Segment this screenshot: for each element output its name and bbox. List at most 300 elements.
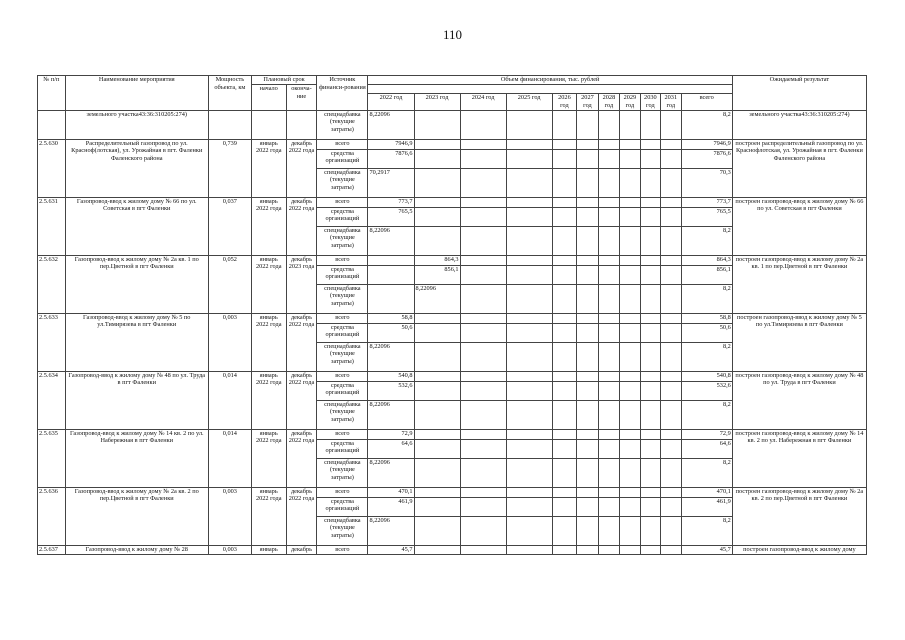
header-year: 2023 год (414, 93, 460, 110)
row-year-empty (414, 487, 460, 497)
row-year-empty (661, 207, 681, 226)
row-year-empty (577, 429, 598, 439)
row-year-empty (620, 313, 640, 323)
row-total: 470,1 (681, 487, 732, 497)
row-result: построен газопровод-ввод к жилому дому № 5 по ул.Тимирязева в пгт Фаленки (732, 313, 866, 371)
row-year-empty (640, 168, 660, 197)
row-year-empty (577, 313, 598, 323)
row-num: 2.5.636 (38, 487, 66, 545)
row-year-value: 7946,9 (368, 139, 414, 149)
header-volume: Объем финансирования, тыс. рублей (368, 76, 732, 85)
row-year-empty (552, 323, 577, 342)
row-start: январь 2022 года (251, 313, 286, 371)
row-year-empty (552, 207, 577, 226)
row-year-empty (640, 226, 660, 255)
row-year-empty (640, 545, 660, 554)
header-year: 2029 год (620, 93, 640, 110)
row-year-empty (414, 458, 460, 487)
row-year-empty (414, 545, 460, 554)
row-year-empty (620, 149, 640, 168)
row-source: всего (317, 545, 368, 554)
row-year-empty (577, 207, 598, 226)
row-year-empty (640, 139, 660, 149)
row-capacity: 0,014 (208, 371, 251, 429)
row-total: 45,7 (681, 545, 732, 554)
row-year-empty (552, 516, 577, 545)
row-year-empty (620, 381, 640, 400)
row-source: средства организаций (317, 439, 368, 458)
row-year-empty (620, 197, 640, 207)
row-year-empty (661, 323, 681, 342)
row-source: средства организаций (317, 149, 368, 168)
row-year-empty (414, 342, 460, 371)
row-year-empty (577, 381, 598, 400)
row-year-empty (640, 255, 660, 265)
row-year-empty (661, 545, 681, 554)
row-name: Газопровод-ввод к жилому дому № 48 по ул. Труда в пгт Фаленки (65, 371, 208, 429)
row-year-empty (640, 487, 660, 497)
table-row (38, 371, 867, 381)
row-year-empty (577, 497, 598, 516)
row-year-empty (577, 342, 598, 371)
row-year-empty (460, 342, 506, 371)
table-row (38, 255, 867, 265)
table-row-last (38, 545, 867, 554)
row-year-empty (640, 400, 660, 429)
row-year-empty (577, 323, 598, 342)
financing-table (37, 75, 867, 555)
row-year-empty (598, 400, 619, 429)
row-source: спецнадбавка (текущие затраты) (317, 458, 368, 487)
row-year-empty (640, 323, 660, 342)
row-year-empty (598, 323, 619, 342)
row-year-empty (552, 149, 577, 168)
row-year-empty (598, 284, 619, 313)
row-year-empty (661, 226, 681, 255)
row-year-empty (661, 371, 681, 381)
row-year-empty (598, 439, 619, 458)
row-capacity: 0,037 (208, 197, 251, 255)
row-year-empty (368, 265, 414, 284)
header-capacity: Мощность объекта, км (208, 76, 251, 111)
row-source: средства организаций (317, 265, 368, 284)
row-name: Газопровод-ввод к жилому дому № 28 (65, 545, 208, 554)
row-source: спецнадбавка (текущие затраты) (317, 284, 368, 313)
header-total: всего (681, 93, 732, 110)
header-year: 2026 год (552, 93, 577, 110)
row-source: всего (317, 255, 368, 265)
row-year-empty (640, 497, 660, 516)
row-year-empty (552, 342, 577, 371)
row-start: январь 2022 года (251, 255, 286, 313)
row-year-empty (598, 313, 619, 323)
row-name: Распределительный газопровод по ул. Красноф(лотская), ул. Урожайная в пгт. Фаленки Фаленского района (65, 139, 208, 197)
row-year-empty (620, 139, 640, 149)
row-year-empty (620, 255, 640, 265)
row-year-value: 50,6 (368, 323, 414, 342)
header-source: Источник финанси-рования (317, 76, 368, 111)
row-end: декабрь 2022 года (286, 139, 317, 197)
row-result: построен газопровод-ввод к жилому дому (732, 545, 866, 554)
row-year-empty (577, 284, 598, 313)
row-year-empty (506, 439, 552, 458)
row-year-empty (460, 458, 506, 487)
row-name: Газопровод-ввод к жилому дому № 66 по ул. Советская в пгт Фаленки (65, 197, 208, 255)
row-year-empty (460, 149, 506, 168)
row-year-empty (552, 371, 577, 381)
row-year-value: 8,22096 (368, 226, 414, 255)
row-year-empty (598, 255, 619, 265)
row-year-empty (577, 265, 598, 284)
row-capacity: 0,014 (208, 429, 251, 487)
header-result: Ожидаемый результат (732, 76, 866, 111)
row-year-empty (506, 342, 552, 371)
row-year-empty (661, 487, 681, 497)
row-source: средства организаций (317, 207, 368, 226)
row-year-empty (620, 400, 640, 429)
row-year-empty (640, 371, 660, 381)
table-row (38, 313, 867, 323)
row-total: 532,6 (681, 381, 732, 400)
row-source: средства организаций (317, 497, 368, 516)
row-year-empty (552, 265, 577, 284)
row-year-empty (577, 226, 598, 255)
row-year-empty (552, 139, 577, 149)
row-start: январь 2022 года (251, 139, 286, 197)
row-total: 8,2 (681, 284, 732, 313)
row-total: 8,2 (681, 342, 732, 371)
row-year-value: 773,7 (368, 197, 414, 207)
row-year-empty (414, 149, 460, 168)
row-year-empty (414, 429, 460, 439)
row-year-empty (552, 458, 577, 487)
row-num: 2.5.635 (38, 429, 66, 487)
row-year-empty (620, 168, 640, 197)
row-year-empty (620, 429, 640, 439)
row-year-empty (620, 458, 640, 487)
row-capacity: 0,003 (208, 545, 251, 554)
header-name: Наименование мероприятия (65, 76, 208, 111)
row-year-value: 70,2917 (368, 168, 414, 197)
row-year-value: 64,6 (368, 439, 414, 458)
row-year-empty (460, 429, 506, 439)
row-capacity: 0,739 (208, 139, 251, 197)
row-year-value: 540,8 (368, 371, 414, 381)
header-year: 2028 год (598, 93, 619, 110)
row-total: 72,9 (681, 429, 732, 439)
row-year-empty (661, 284, 681, 313)
row-year-empty (414, 497, 460, 516)
header-year: 2027 год (577, 93, 598, 110)
row-year-empty (552, 487, 577, 497)
row-year-empty (552, 168, 577, 197)
carryover-result: земельного участка43:36:310205:274) (732, 110, 866, 139)
row-total: 58,8 (681, 313, 732, 323)
header-year: 2022 год (368, 93, 414, 110)
row-year-empty (640, 197, 660, 207)
row-year-empty (460, 139, 506, 149)
row-year-empty (460, 226, 506, 255)
header-start: начало (251, 84, 286, 110)
row-year-empty (460, 487, 506, 497)
row-year-empty (640, 458, 660, 487)
row-year-empty (661, 497, 681, 516)
row-year-empty (577, 400, 598, 429)
row-year-empty (598, 226, 619, 255)
row-year-empty (506, 255, 552, 265)
row-source: всего (317, 429, 368, 439)
row-name: Газопровод-ввод к жилому дому № 2а кв. 1 по пер.Цветной в пгт Фаленки (65, 255, 208, 313)
row-year-empty (661, 400, 681, 429)
row-year-empty (577, 439, 598, 458)
row-source: спецнадбавка (текущие затраты) (317, 516, 368, 545)
header-year: 2031 год (661, 93, 681, 110)
row-year-empty (598, 497, 619, 516)
row-year-empty (640, 149, 660, 168)
row-year-empty (661, 516, 681, 545)
row-year-empty (414, 371, 460, 381)
header-year: 2025 год (506, 93, 552, 110)
row-name: Газопровод-ввод к жилому дому № 14 кв. 2 по ул. Набережная в пгт Фаленки (65, 429, 208, 487)
row-total: 8,2 (681, 400, 732, 429)
row-year-empty (414, 323, 460, 342)
row-year-empty (640, 265, 660, 284)
table-row (38, 487, 867, 497)
row-end: декабрь 2022 года (286, 487, 317, 545)
row-year-empty (577, 255, 598, 265)
row-year-empty (506, 516, 552, 545)
row-year-empty (620, 265, 640, 284)
row-year-empty (506, 197, 552, 207)
row-total: 50,6 (681, 323, 732, 342)
row-year-value: 72,9 (368, 429, 414, 439)
row-total: 461,9 (681, 497, 732, 516)
row-year-empty (577, 168, 598, 197)
table-row-carryover (38, 110, 867, 139)
row-year-empty (598, 371, 619, 381)
row-year-empty (661, 265, 681, 284)
row-year-empty (506, 284, 552, 313)
row-end: декабрь 2022 года (286, 313, 317, 371)
table-row (38, 197, 867, 207)
row-year-empty (661, 255, 681, 265)
row-source: всего (317, 313, 368, 323)
row-year-empty (552, 439, 577, 458)
row-total: 8,2 (681, 458, 732, 487)
row-end: декабрь 2022 года (286, 197, 317, 255)
row-year-empty (640, 516, 660, 545)
row-year-empty (460, 284, 506, 313)
row-year-empty (506, 458, 552, 487)
row-year-empty (552, 226, 577, 255)
row-year-empty (460, 265, 506, 284)
row-num: 2.5.634 (38, 371, 66, 429)
row-year-empty (414, 197, 460, 207)
row-year-empty (552, 497, 577, 516)
row-start: январь (251, 545, 286, 554)
row-total: 765,5 (681, 207, 732, 226)
row-start: январь 2022 года (251, 429, 286, 487)
row-capacity: 0,003 (208, 313, 251, 371)
row-year-empty (661, 197, 681, 207)
row-year-empty (640, 439, 660, 458)
row-start: январь 2022 года (251, 487, 286, 545)
row-year-empty (460, 255, 506, 265)
row-num: 2.5.632 (38, 255, 66, 313)
row-year-empty (506, 313, 552, 323)
row-year-empty (506, 545, 552, 554)
row-year-empty (506, 323, 552, 342)
row-year-empty (661, 342, 681, 371)
row-total: 540,8 (681, 371, 732, 381)
row-year-empty (661, 381, 681, 400)
row-year-empty (620, 487, 640, 497)
row-total: 8,2 (681, 516, 732, 545)
row-year-empty (460, 439, 506, 458)
row-result: построен газопровод-ввод к жилому дому № 2а кв. 1 по пер.Цветной в пгт Фаленки (732, 255, 866, 313)
row-year-empty (598, 139, 619, 149)
row-name: Газопровод-ввод к жилому дому № 5 по ул.Тимирязева в пгт Фаленки (65, 313, 208, 371)
row-year-empty (506, 149, 552, 168)
row-year-empty (506, 487, 552, 497)
row-year-empty (577, 516, 598, 545)
row-year-empty (506, 139, 552, 149)
row-year-empty (414, 168, 460, 197)
row-year-empty (598, 545, 619, 554)
row-source: спецнадбавка (текущие затраты) (317, 400, 368, 429)
header-plan-term: Плановый срок (251, 76, 316, 85)
row-year-empty (460, 207, 506, 226)
row-result: построен газопровод-ввод к жилому дому № 48 по ул. Труда в пгт Фаленки (732, 371, 866, 429)
row-year-empty (506, 371, 552, 381)
row-year-empty (598, 342, 619, 371)
row-year-empty (552, 284, 577, 313)
row-year-empty (552, 313, 577, 323)
row-year-value: 58,8 (368, 313, 414, 323)
row-year-empty (460, 545, 506, 554)
row-year-empty (506, 207, 552, 226)
row-source: спецнадбавка (текущие затраты) (317, 342, 368, 371)
row-source: средства организаций (317, 381, 368, 400)
row-year-empty (598, 207, 619, 226)
row-year-empty (414, 400, 460, 429)
row-year-empty (598, 487, 619, 497)
row-source: всего (317, 197, 368, 207)
row-year-empty (577, 197, 598, 207)
carryover-y2022: 8,22096 (368, 110, 414, 139)
row-year-empty (552, 381, 577, 400)
row-result: построен распределительный газопровод по ул. Краснофлотская, ул. Урожайная в пгт. Фаленки Фаленского района (732, 139, 866, 197)
row-year-empty (414, 313, 460, 323)
row-year-empty (414, 226, 460, 255)
row-year-empty (460, 371, 506, 381)
row-year-empty (577, 487, 598, 497)
row-year-empty (552, 545, 577, 554)
row-year-empty (640, 342, 660, 371)
row-capacity: 0,003 (208, 487, 251, 545)
row-year-empty (620, 439, 640, 458)
row-year-empty (506, 497, 552, 516)
row-year-empty (414, 381, 460, 400)
row-total: 7876,6 (681, 149, 732, 168)
row-source: средства организаций (317, 323, 368, 342)
row-year-empty (620, 207, 640, 226)
header-year: 2024 год (460, 93, 506, 110)
row-year-empty (577, 371, 598, 381)
row-year-value: 461,9 (368, 497, 414, 516)
row-year-empty (506, 381, 552, 400)
row-year-empty (460, 497, 506, 516)
row-year-empty (414, 439, 460, 458)
row-year-empty (577, 139, 598, 149)
row-year-empty (598, 458, 619, 487)
row-year-empty (552, 197, 577, 207)
row-year-value: 470,1 (368, 487, 414, 497)
row-result: построен газопровод-ввод к жилому дому № 14 кв. 2 по ул. Набережная в пгт Фаленки (732, 429, 866, 487)
carryover-name: земельного участка43:36:310205:274) (65, 110, 208, 139)
row-year-value: 8,22096 (368, 400, 414, 429)
row-num: 2.5.637 (38, 545, 66, 554)
row-source: спецнадбавка (текущие затраты) (317, 168, 368, 197)
row-year-empty (414, 516, 460, 545)
row-year-empty (460, 381, 506, 400)
row-num: 2.5.631 (38, 197, 66, 255)
row-total: 7946,9 (681, 139, 732, 149)
table-row (38, 139, 867, 149)
table-row (38, 429, 867, 439)
carryover-source: спецнадбавка (текущие затраты) (317, 110, 368, 139)
row-year-empty (460, 313, 506, 323)
row-year-empty (640, 429, 660, 439)
row-year-empty (661, 139, 681, 149)
row-year-empty (552, 400, 577, 429)
row-year-empty (506, 429, 552, 439)
row-year-empty (661, 149, 681, 168)
row-year-empty (620, 226, 640, 255)
row-year-empty (506, 168, 552, 197)
row-year-empty (598, 381, 619, 400)
row-total: 864,3 (681, 255, 732, 265)
row-year-empty (460, 168, 506, 197)
row-year-empty (620, 284, 640, 313)
row-year-empty (620, 323, 640, 342)
header-year: 2030 год (640, 93, 660, 110)
row-total: 856,1 (681, 265, 732, 284)
row-num: 2.5.633 (38, 313, 66, 371)
row-source: спецнадбавка (текущие затраты) (317, 226, 368, 255)
row-total: 70,3 (681, 168, 732, 197)
row-year-empty (506, 400, 552, 429)
row-year-empty (552, 255, 577, 265)
row-year-value: 45,7 (368, 545, 414, 554)
row-year-value: 864,3 (414, 255, 460, 265)
row-source: всего (317, 371, 368, 381)
row-year-value: 765,5 (368, 207, 414, 226)
row-year-empty (661, 439, 681, 458)
row-year-value: 8,22096 (368, 458, 414, 487)
row-end: декабрь 2023 года (286, 255, 317, 313)
row-year-empty (598, 149, 619, 168)
row-year-empty (661, 313, 681, 323)
row-year-empty (620, 342, 640, 371)
row-year-empty (598, 265, 619, 284)
row-year-value: 8,22096 (368, 516, 414, 545)
row-start: январь 2022 года (251, 371, 286, 429)
row-start: январь 2022 года (251, 197, 286, 255)
row-year-empty (460, 516, 506, 545)
row-year-value: 8,22096 (414, 284, 460, 313)
row-end: декабрь (286, 545, 317, 554)
